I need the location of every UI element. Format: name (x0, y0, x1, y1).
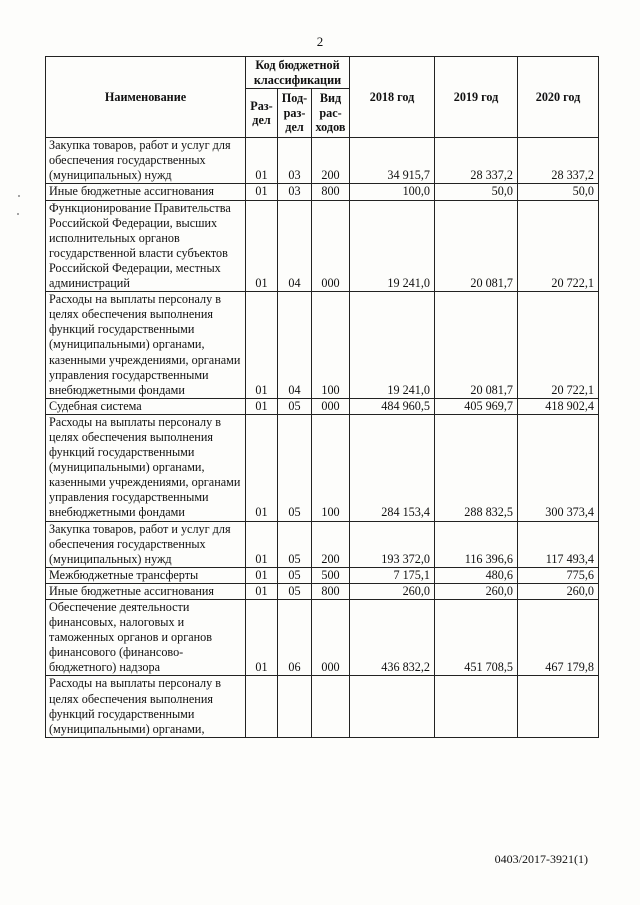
cell-2019 (435, 676, 518, 737)
cell-name: Закупка товаров, работ и услуг для обеспечения государственных (муниципальных) нужд (46, 138, 246, 184)
header-subsection: Под-раз-дел (278, 89, 312, 138)
scan-dot (17, 213, 19, 215)
header-year-2019: 2019 год (435, 57, 518, 138)
cell-2019: 405 969,7 (435, 398, 518, 414)
cell-section: 01 (246, 200, 278, 292)
table-row (46, 600, 599, 676)
cell-name: Закупка товаров, работ и услуг для обеспечения государственных (муниципальных) нужд (46, 521, 246, 567)
cell-2018: 193 372,0 (350, 521, 435, 567)
page-number: 2 (316, 34, 324, 49)
cell-expense-type (312, 676, 350, 737)
cell-2018: 100,0 (350, 184, 435, 200)
cell-section: 01 (246, 138, 278, 184)
cell-expense-type: 800 (312, 184, 350, 200)
cell-name: Иные бюджетные ассигнования (46, 184, 246, 200)
header-year-2020: 2020 год (518, 57, 599, 138)
cell-section: 01 (246, 398, 278, 414)
cell-2020 (518, 676, 599, 737)
table-row (46, 414, 599, 521)
cell-subsection: 05 (278, 583, 312, 599)
cell-2020: 775,6 (518, 567, 599, 583)
cell-2019: 28 337,2 (435, 138, 518, 184)
cell-subsection: 04 (278, 200, 312, 292)
header-year-2018: 2018 год (350, 57, 435, 138)
cell-2019: 116 396,6 (435, 521, 518, 567)
cell-expense-type: 200 (312, 521, 350, 567)
cell-expense-type: 000 (312, 200, 350, 292)
cell-section (246, 676, 278, 737)
cell-2020: 260,0 (518, 583, 599, 599)
cell-2019: 480,6 (435, 567, 518, 583)
cell-expense-type: 200 (312, 138, 350, 184)
cell-2018: 34 915,7 (350, 138, 435, 184)
cell-2020: 300 373,4 (518, 414, 599, 521)
cell-2018: 19 241,0 (350, 292, 435, 399)
cell-2018: 260,0 (350, 583, 435, 599)
document-code: 0403/2017-3921(1) (494, 852, 588, 866)
table-header (46, 57, 599, 138)
cell-2018: 19 241,0 (350, 200, 435, 292)
cell-expense-type: 500 (312, 567, 350, 583)
cell-2018: 7 175,1 (350, 567, 435, 583)
cell-subsection: 03 (278, 138, 312, 184)
cell-2019: 20 081,7 (435, 292, 518, 399)
cell-expense-type: 100 (312, 414, 350, 521)
cell-name: Расходы на выплаты персоналу в целях обеспечения выполнения функций государственными (муниципальными) органами, казенными учреждениями, органами управления государственными внебюджетными фондами (46, 292, 246, 399)
cell-2019: 260,0 (435, 583, 518, 599)
cell-name: Функционирование Правительства Российской Федерации, высших исполнительных органов государственной власти субъектов Российской Федерации, местных администраций (46, 200, 246, 292)
cell-2020: 50,0 (518, 184, 599, 200)
table-row (46, 138, 599, 184)
cell-2019: 288 832,5 (435, 414, 518, 521)
cell-2020: 28 337,2 (518, 138, 599, 184)
budget-table (45, 56, 599, 738)
table-row (46, 398, 599, 414)
table-row (46, 676, 599, 737)
cell-subsection: 03 (278, 184, 312, 200)
cell-2020: 117 493,4 (518, 521, 599, 567)
table-row (46, 292, 599, 399)
cell-section: 01 (246, 583, 278, 599)
cell-name: Межбюджетные трансферты (46, 567, 246, 583)
cell-2019: 50,0 (435, 184, 518, 200)
cell-2019: 451 708,5 (435, 600, 518, 676)
cell-subsection: 05 (278, 398, 312, 414)
cell-subsection: 06 (278, 600, 312, 676)
cell-section: 01 (246, 184, 278, 200)
cell-expense-type: 800 (312, 583, 350, 599)
cell-2018 (350, 676, 435, 737)
cell-section: 01 (246, 521, 278, 567)
cell-subsection (278, 676, 312, 737)
header-name: Наименование (46, 57, 246, 138)
cell-section: 01 (246, 567, 278, 583)
cell-subsection: 05 (278, 414, 312, 521)
table-row (46, 567, 599, 583)
cell-2018: 484 960,5 (350, 398, 435, 414)
cell-name: Расходы на выплаты персоналу в целях обеспечения выполнения функций государственными (муниципальными) органами, (46, 676, 246, 737)
cell-subsection: 04 (278, 292, 312, 399)
cell-subsection: 05 (278, 567, 312, 583)
cell-expense-type: 100 (312, 292, 350, 399)
cell-2020: 418 902,4 (518, 398, 599, 414)
table-row (46, 200, 599, 292)
cell-subsection: 05 (278, 521, 312, 567)
cell-2018: 284 153,4 (350, 414, 435, 521)
scan-dot (18, 195, 20, 197)
table-row (46, 521, 599, 567)
table-row (46, 184, 599, 200)
cell-name: Иные бюджетные ассигнования (46, 583, 246, 599)
header-code-group: Код бюджетной классификации (246, 57, 350, 89)
cell-section: 01 (246, 292, 278, 399)
cell-name: Расходы на выплаты персоналу в целях обеспечения выполнения функций государственными (муниципальными) органами, казенными учреждениями, органами управления государственными внебюджетными фондами (46, 414, 246, 521)
table-row (46, 583, 599, 599)
table-body (46, 138, 599, 738)
cell-expense-type: 000 (312, 398, 350, 414)
cell-2020: 20 722,1 (518, 200, 599, 292)
header-section: Раз-дел (246, 89, 278, 138)
cell-2020: 20 722,1 (518, 292, 599, 399)
cell-section: 01 (246, 414, 278, 521)
cell-name: Обеспечение деятельности финансовых, налоговых и таможенных органов и органов финансового (финансово-бюджетного) надзора (46, 600, 246, 676)
cell-section: 01 (246, 600, 278, 676)
cell-2020: 467 179,8 (518, 600, 599, 676)
cell-name: Судебная система (46, 398, 246, 414)
cell-expense-type: 000 (312, 600, 350, 676)
cell-2018: 436 832,2 (350, 600, 435, 676)
header-expense-type: Вид рас-ходов (312, 89, 350, 138)
cell-2019: 20 081,7 (435, 200, 518, 292)
